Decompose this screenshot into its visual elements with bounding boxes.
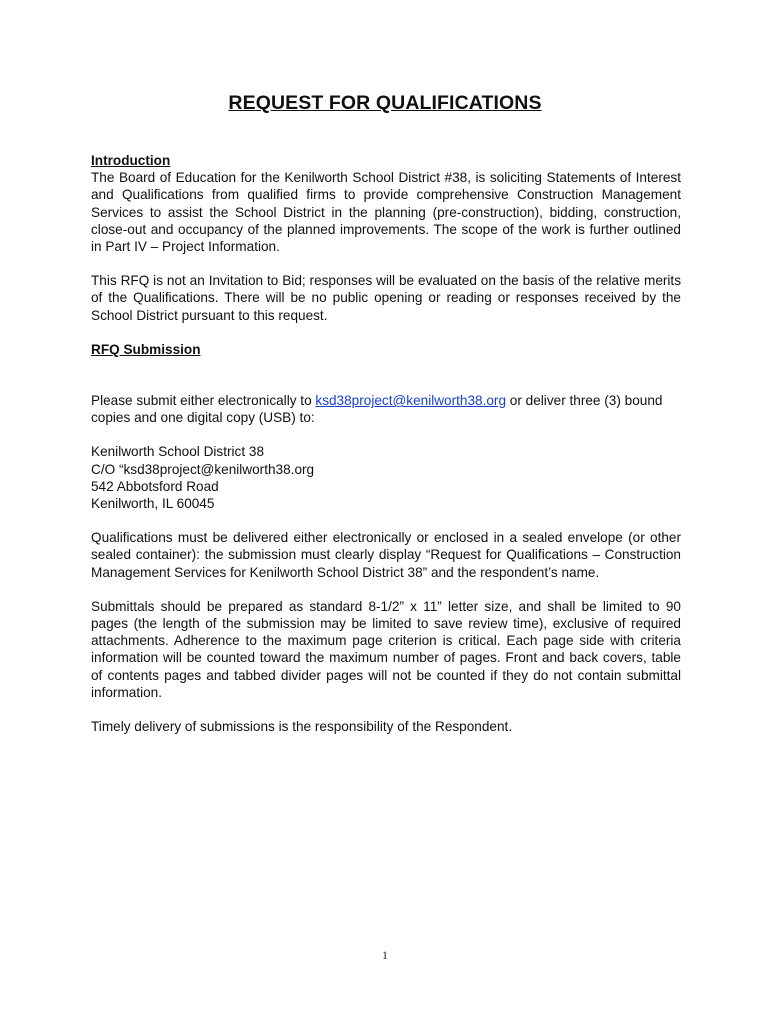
submission-instructions	[91, 392, 681, 426]
address-line: C/O “ksd38project@kenilworth38.org	[91, 461, 315, 477]
format-paragraph: Submittals should be prepared as standard 8-1/2” x 11” letter size, and shall be limited to 90 pages (the length of the submission may be limited to save review time), exclusive of required attachments. Adherence to the maximum page criterion is critical. Each page side with criteria information will be counted toward the maximum number of pages. Front and back covers, table of contents pages and tabbed divider pages will not be counted if they do not contain submittal information.	[91, 598, 681, 700]
page-number: 1	[382, 948, 388, 962]
document-body	[91, 152, 681, 735]
introduction-paragraph: The Board of Education for the Kenilworth School District #38, is soliciting Statements of Interest and Qualifications from qualified firms to provide comprehensive Construction Management Services to assist the School District in the planning (pre-construction), bidding, construction, close-out and occupancy of the planned improvements. The scope of the work is further outlined in Part IV – Project Information.	[91, 170, 681, 255]
email-link[interactable]: ksd38project@kenilworth38.org	[315, 393, 507, 409]
delivery-paragraph: Qualifications must be delivered either electronically or enclosed in a sealed envelope (or other sealed container): the submission must clearly display “Request for Qualifications – Construction Management Services for Kenilworth School District 38” and the respondent’s name.	[91, 530, 681, 580]
page-title: REQUEST FOR QUALIFICATIONS	[228, 92, 542, 114]
address-line: Kenilworth School District 38	[91, 444, 265, 460]
timely-delivery-paragraph: Timely delivery of submissions is the responsibility of the Respondent.	[91, 719, 513, 735]
submission-intro-text: Please submit either electronically to	[91, 393, 316, 409]
submission-intro-text-end: or deliver three (3) bound copies and one digital copy (USB) to:	[91, 393, 663, 426]
address-line: Kenilworth, IL 60045	[91, 496, 215, 512]
rfq-note-paragraph: This RFQ is not an Invitation to Bid; responses will be evaluated on the basis of the relative merits of the Qualifications. There will be no public opening or reading or responses received by the School District pursuant to this request.	[91, 273, 681, 323]
rfq-submission-heading: RFQ Submission	[91, 341, 201, 357]
mailing-address	[91, 443, 681, 512]
introduction-heading: Introduction	[91, 153, 171, 168]
address-line: 542 Abbotsford Road	[91, 478, 219, 494]
